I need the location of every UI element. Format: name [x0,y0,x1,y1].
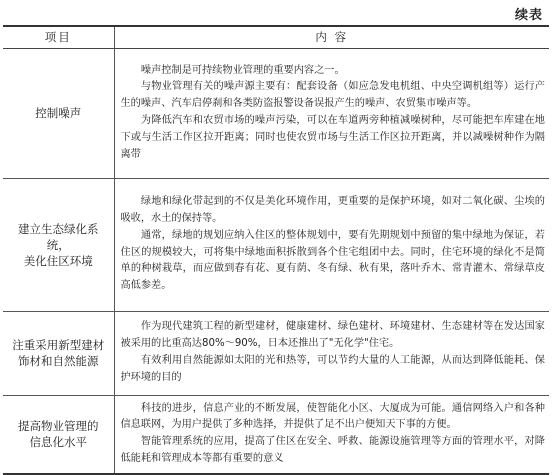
row-item-line: 提高物业管理的 [18,419,99,434]
table-row [3,48,549,178]
row-content [114,311,549,395]
table-row [3,311,549,395]
row-paragraph: 科技的进步，信息产业的不断发展，使智能化小区、大厦成为可能。通信网络入户和各种信息联网，为用户提供了多种选择，并提供了足不出户便知天下事的方便。 [120,402,545,431]
row-item-line: 注重采用新型建材 [12,338,105,352]
row-item [3,311,114,395]
row-paragraph: 作为现代建筑工程的新型建材，健康建材、绿色建材、环境建材、生态建材等在发达国家被采用的比重高达80%～90%，日本还推出了"无化学"住宅。 [120,321,545,350]
row-item-line: 信息化水平 [29,435,87,450]
table-header-row [3,26,549,48]
row-content [114,178,549,311]
row-paragraph: 智能管理系统的应用，提高了住区在安全、呼救、能源设施管理等方面的管理水平，对降低能耗和管理成本等都有重要的意义 [120,436,545,465]
row-content [114,395,549,474]
header-content: 内 容 [114,26,549,48]
row-item [3,178,114,311]
row-content [114,48,549,178]
row-paragraph: 噪声控制是可持续物业管理的重要内容之一。 [140,64,345,76]
continued-label: 续表 [514,8,543,23]
header-item: 项目 [3,26,114,48]
row-paragraph: 通常，绿地的规划应纳入住区的整体规划中，要有先期规划中预留的集中绿地为保证，若住区的规模较大，可将集中绿地面积拆散到各个住宅组团中去。同时，住宅环境的绿化不是简单的种树栽草，而应做到春有花、夏有荫、冬有绿、秋有果，落叶乔木、常青灌木、常绿草皮高低参差。 [120,229,545,292]
table-row [3,395,549,474]
row-paragraph: 为降低汽车和农贸市场的噪声污染，可以在车道两旁种植减噪树种，尽可能把车库建在地下或与生活工作区拉开距离；同时也使农贸市场与生活工作区拉开距离，并以减噪树种作为隔离带 [120,115,545,160]
row-item [3,48,114,178]
content-table [3,25,549,475]
row-item-line: 美化住区环境 [23,253,93,268]
row-paragraph: 绿地和绿化带起到的不仅是美化环境作用，更重要的是保护环境，如对二氧化碳、尘埃的吸收，水土的保持等。 [120,196,545,224]
row-item-line: 饰材和自然能源 [18,354,99,368]
row-paragraph: 与物业管理有关的噪声源主要有：配套设备（如应急发电机组、中央空调机组等）运行产生的噪声、汽车启停刹和各类防盗报警设备误报产生的噪声、农贸集市噪声等。 [120,81,545,110]
row-item [3,395,114,474]
row-item-line: 控制噪声 [35,106,82,120]
row-item-line: 建立生态绿化系统， [18,221,99,252]
row-paragraph: 有效利用自然能源如太阳的光和热等，可以节约大量的人工能源，从而达到降低能耗、保护环境的目的 [120,355,545,383]
table-row [3,178,549,311]
